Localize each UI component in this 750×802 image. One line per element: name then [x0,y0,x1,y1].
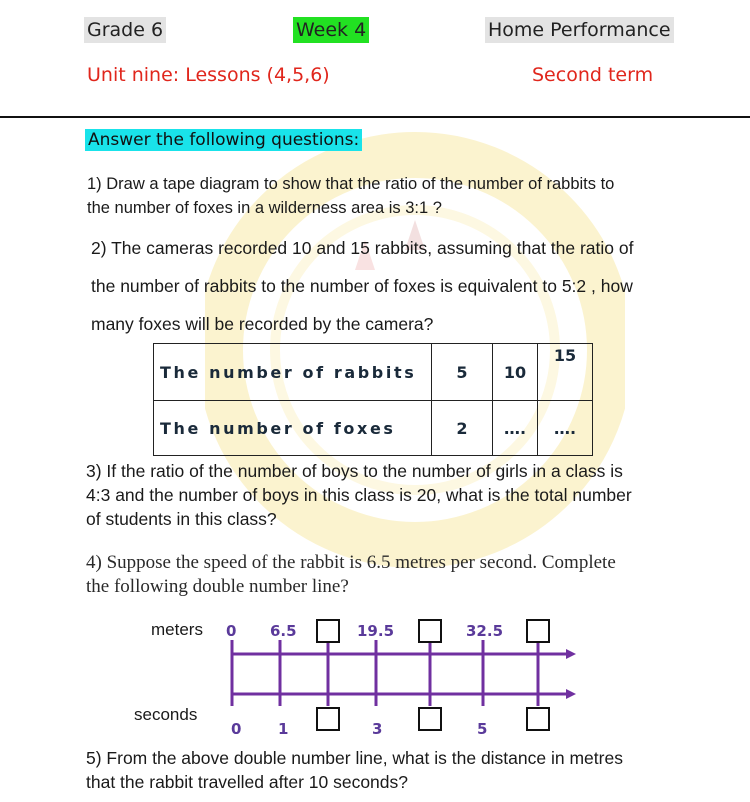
answer-box[interactable] [418,619,442,643]
answer-box[interactable] [526,619,550,643]
week-label: Week 4 [293,17,369,43]
table-cell: 15 [538,344,593,401]
question-2-line-1: 2) The cameras recorded 10 and 15 rabbits, assuming that the ratio of [91,238,634,258]
meters-value: 32.5 [466,622,504,640]
seconds-value: 3 [372,720,383,738]
instruction-heading: Answer the following questions: [85,129,362,151]
question-4-line-2: the following double number line? [86,576,349,597]
table-cell: 2 [432,401,493,456]
answer-blank[interactable]: …. [493,401,538,456]
seconds-label: seconds [134,705,198,724]
term-label: Second term [532,64,654,86]
meters-arrow-head [566,649,576,659]
answer-box[interactable] [418,707,442,731]
question-5 [86,746,623,794]
seconds-value: 1 [278,720,289,738]
unit-label: Unit nine: Lessons (4,5,6) [87,64,330,86]
question-3-line-3: of students in this class? [86,509,277,529]
table-cell: 5 [432,344,493,401]
row-label-foxes: The number of foxes [154,401,432,456]
answer-box[interactable] [526,707,550,731]
question-5-line-2: that the rabbit travelled after 10 seconds? [86,772,409,792]
answer-blank[interactable]: …. [538,401,593,456]
question-5-line-1: 5) From the above double number line, what is the distance in metres [86,748,623,768]
meters-value: 19.5 [357,622,395,640]
assignment-label: Home Performance [485,17,674,43]
answer-box[interactable] [316,619,340,643]
seconds-value: 5 [477,720,488,738]
answer-box[interactable] [316,707,340,731]
question-2-line-2: the number of rabbits to the number of foxes is equivalent to 5:2 , how [91,276,633,296]
question-1-line-1: 1) Draw a tape diagram to show that the ratio of the number of rabbits to [87,175,615,193]
seconds-arrow-head [566,689,576,699]
question-3-line-2: 4:3 and the number of boys in this class is 20, what is the total number [86,485,632,505]
question-1-line-2: the number of foxes in a wilderness area is 3:1 ? [87,199,442,217]
table-cell: 10 [493,344,538,401]
grade-label: Grade 6 [84,17,166,43]
question-3-line-1: 3) If the ratio of the number of boys to the number of girls in a class is [86,461,623,481]
question-2-line-3: many foxes will be recorded by the camera? [91,314,434,334]
meters-label: meters [151,620,203,639]
question-4-line-1: 4) Suppose the speed of the rabbit is 6.5 metres per second. Complete [86,552,616,573]
row-label-rabbits: The number of rabbits [154,344,432,401]
meters-value: 6.5 [270,622,297,640]
meters-value: 0 [226,622,237,640]
seconds-value: 0 [231,720,242,738]
